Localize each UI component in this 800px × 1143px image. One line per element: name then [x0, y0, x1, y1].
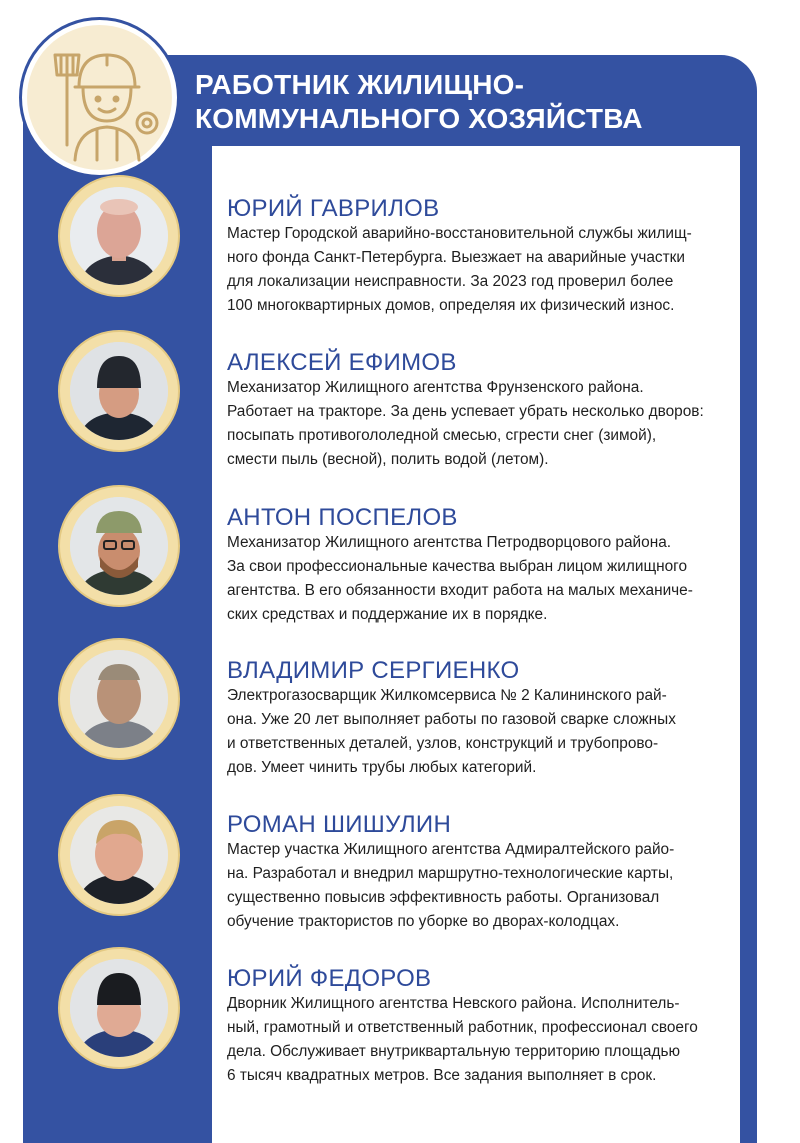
person-name: АЛЕКСЕЙ ЕФИМОВ	[227, 349, 457, 376]
description-line: Работает на тракторе. За день успевает убрать несколько дворов:	[227, 403, 704, 420]
description-line: ских средствах и поддержание их в порядке.	[227, 606, 548, 623]
page-title	[195, 68, 755, 136]
person-description	[227, 838, 732, 934]
person-name: ЮРИЙ ФЕДОРОВ	[227, 965, 432, 992]
description-line: и ответственных деталей, узлов, конструкций и трубопрово-	[227, 735, 659, 752]
description-line: смести пыль (весной), полить водой (летом).	[227, 451, 549, 468]
avatar-photo	[70, 650, 168, 748]
description-line: агентства. В его обязанности входит работа на малых механиче-	[227, 582, 693, 599]
title-line-1: РАБОТНИК ЖИЛИЩНО-	[195, 69, 525, 100]
avatar-photo	[70, 497, 168, 595]
avatar	[58, 175, 180, 297]
description-line: Механизатор Жилищного агентства Фрунзенского района.	[227, 379, 644, 396]
description-line: Мастер участка Жилищного агентства Адмиралтейского райо-	[227, 841, 675, 858]
description-line: 100 многоквартирных домов, определяя их физический износ.	[227, 297, 675, 314]
description-line: посыпать противогололедной смесью, сгрести снег (зимой),	[227, 427, 657, 444]
description-line: 6 тысяч квадратных метров. Все задания выполняет в срок.	[227, 1067, 657, 1084]
person-description	[227, 992, 732, 1088]
avatar-photo	[70, 187, 168, 285]
person-description	[227, 222, 732, 318]
description-line: Электрогазосварщик Жилкомсервиса № 2 Калининского рай-	[227, 687, 667, 704]
description-line: для локализации неисправности. За 2023 год проверил более	[227, 273, 674, 290]
person-name: ЮРИЙ ГАВРИЛОВ	[227, 195, 440, 222]
description-line: обучение трактористов по уборке во дворах-колодцах.	[227, 913, 620, 930]
avatar	[58, 330, 180, 452]
person-description	[227, 684, 732, 780]
description-line: ного фонда Санкт-Петербурга. Выезжает на аварийные участки	[227, 249, 685, 266]
worker-with-broom-icon	[22, 20, 177, 175]
description-line: Механизатор Жилищного агентства Петродворцового района.	[227, 534, 672, 551]
person-name: АНТОН ПОСПЕЛОВ	[227, 504, 458, 531]
person-name: РОМАН ШИШУЛИН	[227, 811, 452, 838]
person-name: ВЛАДИМИР СЕРГИЕНКО	[227, 657, 520, 684]
description-line: она. Уже 20 лет выполняет работы по газовой сварке сложных	[227, 711, 676, 728]
description-line: Мастер Городской аварийно-восстановительной службы жилищ-	[227, 225, 692, 242]
description-line: Дворник Жилищного агентства Невского района. Исполнитель-	[227, 995, 680, 1012]
title-line-2: КОММУНАЛЬНОГО ХОЗЯЙСТВА	[195, 103, 643, 134]
description-line: дела. Обслуживает внутриквартальную территорию площадью	[227, 1043, 681, 1060]
avatar-photo	[70, 959, 168, 1057]
avatar	[58, 794, 180, 916]
description-line: на. Разработал и внедрил маршрутно-технологические карты,	[227, 865, 674, 882]
avatar-photo	[70, 806, 168, 904]
person-description	[227, 531, 732, 627]
description-line: ный, грамотный и ответственный работник, профессионал своего	[227, 1019, 698, 1036]
avatar-photo	[70, 342, 168, 440]
avatar	[58, 638, 180, 760]
avatar	[58, 947, 180, 1069]
description-line: дов. Умеет чинить трубы любых категорий.	[227, 759, 537, 776]
description-line: существенно повысив эффективность работы. Организовал	[227, 889, 660, 906]
person-description	[227, 376, 732, 472]
avatar	[58, 485, 180, 607]
description-line: За свои профессиональные качества выбран лицом жилищного	[227, 558, 688, 575]
